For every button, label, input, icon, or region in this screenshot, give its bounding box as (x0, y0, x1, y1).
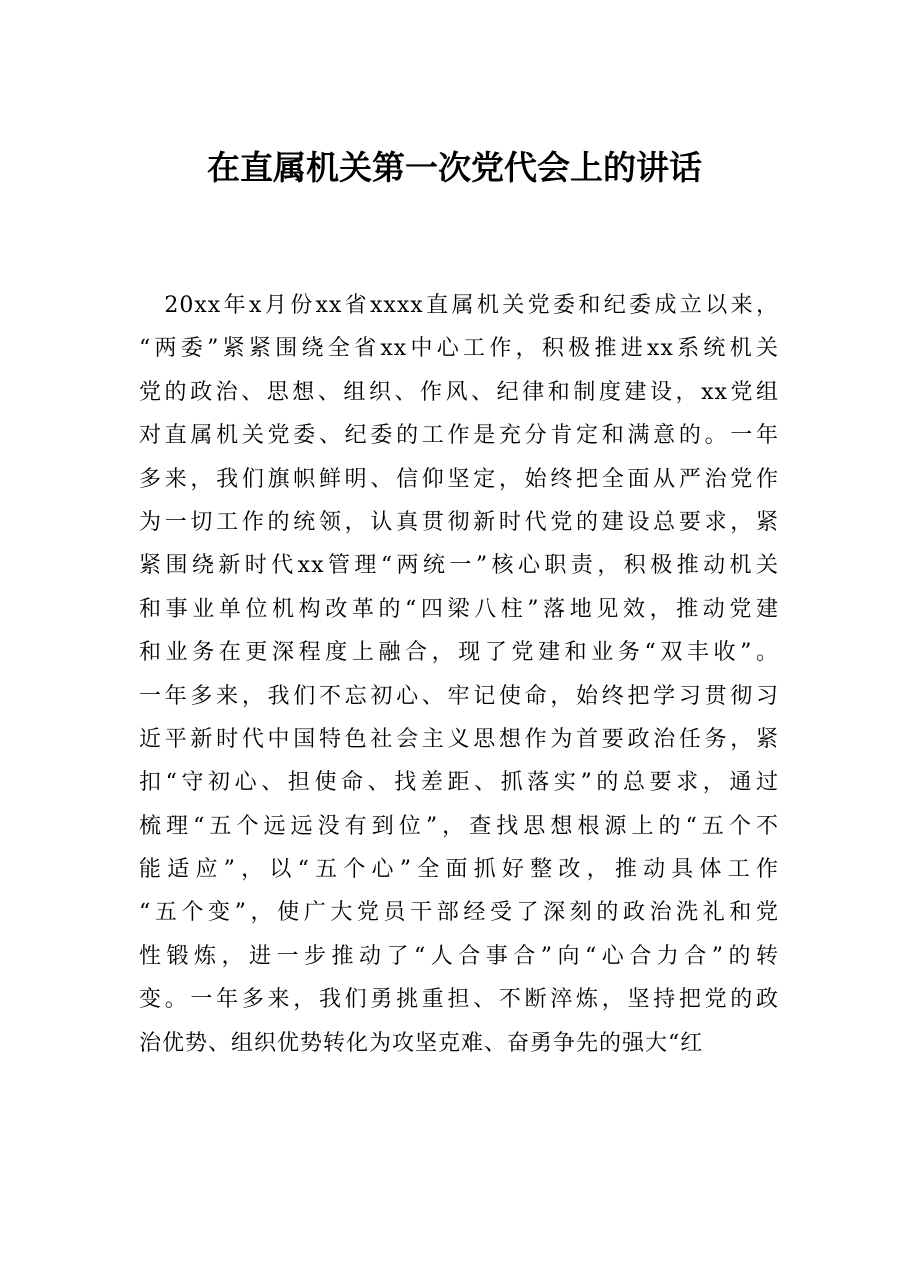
body-line: 对直属机关党委、纪委的工作是充分肯定和满意的。一年 (139, 423, 779, 449)
body-line: 和事业单位机构改革的“四梁八柱”落地见效，推动党建 (139, 596, 779, 622)
body-line: 变。一年多来，我们勇挑重担、不断淬炼，坚持把党的政 (139, 987, 779, 1013)
body-line: “五个变”，使广大党员干部经受了深刻的政治洗礼和党 (139, 900, 779, 926)
body-line: 近平新时代中国特色社会主义思想作为首要政治任务，紧 (139, 726, 779, 752)
body-line: 紧围绕新时代xx管理“两统一”核心职责，积极推动机关 (139, 553, 779, 579)
body-line: 和业务在更深程度上融合，现了党建和业务“双丰收”。 (139, 640, 779, 666)
body-line: 扣“守初心、担使命、找差距、抓落实”的总要求，通过 (139, 770, 779, 796)
body-line: 能适应”，以“五个心”全面抓好整改，推动具体工作 (139, 857, 779, 883)
document-body (139, 284, 779, 1065)
body-line: 一年多来，我们不忘初心、牢记使命，始终把学习贯彻习 (139, 683, 779, 709)
body-line: 性锻炼，进一步推动了“人合事合”向“心合力合”的转 (139, 943, 779, 969)
body-line: 多来，我们旗帜鲜明、信仰坚定，始终把全面从严治党作 (139, 466, 779, 492)
body-line: 治优势、组织优势转化为攻坚克难、奋勇争先的强大“红 (139, 1030, 704, 1056)
body-line: 党的政治、思想、组织、作风、纪律和制度建设，xx党组 (139, 379, 779, 405)
body-line: 为一切工作的统领，认真贯彻新时代党的建设总要求，紧 (139, 509, 779, 535)
body-line: 梳理“五个远远没有到位”，查找思想根源上的“五个不 (139, 813, 779, 839)
document-title: 在直属机关第一次党代会上的讲话 (207, 148, 702, 187)
body-line: 20xx年x月份xx省xxxx直属机关党委和纪委成立以来， (139, 293, 779, 318)
body-line: “两委”紧紧围绕全省xx中心工作，积极推进xx系统机关 (139, 336, 779, 362)
